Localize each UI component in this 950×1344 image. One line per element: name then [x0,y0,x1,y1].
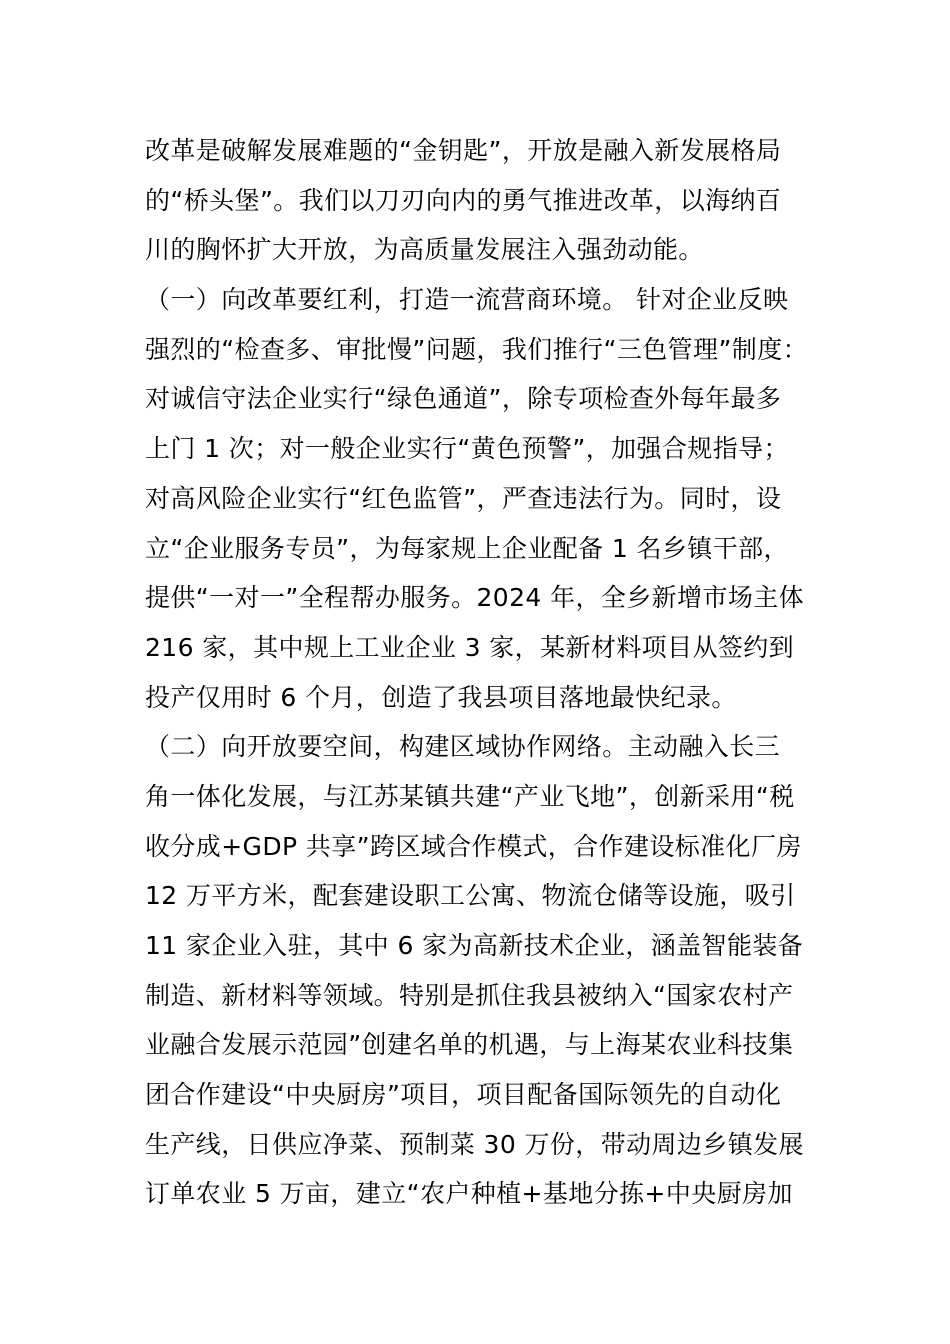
text-line: 投产仅用时 6 个月，创造了我县项目落地最快纪录。 [145,682,737,712]
text-line: 订单农业 5 万亩，建立“农户种植+基地分拣+中央厨房加 [145,1179,793,1209]
section-heading-2: （二）向开放要空间，构建区域协作网络。主动融入长三 [145,732,781,762]
section-heading-1: （一）向改革要红利，打造一流营商环境。 针对企业反映 [145,285,789,315]
text-line: 业融合发展示范园”创建名单的机遇，与上海某农业科技集 [145,1030,794,1060]
text-line: 提供“一对一”全程帮办服务。2024 年，全乡新增市场主体 [145,583,805,613]
text-line: 上门 1 次；对一般企业实行“黄色预警”，加强合规指导； [145,434,789,464]
text-line: 强烈的“检查多、审批慢”问题，我们推行“三色管理”制度： [145,334,809,364]
text-line: 改革是破解发展难题的“金钥匙”，开放是融入新发展格局 [145,136,782,165]
text-line: 对诚信守法企业实行“绿色通道”，除专项检查外每年最多 [145,384,782,414]
text-line: 生产线，日供应净菜、预制菜 30 万份，带动周边乡镇发展 [145,1129,804,1159]
text-line: 11 家企业入驻，其中 6 家为高新技术企业，涵盖智能装备 [145,931,804,960]
text-line: 对高风险企业实行“红色监管”，严查违法行为。同时，设 [145,483,782,513]
text-line: 川的胸怀扩大开放，为高质量发展注入强劲动能。 [145,235,704,265]
text-line: 团合作建设“中央厨房”项目，项目配备国际领先的自动化 [145,1080,782,1110]
body-text [145,126,845,1219]
text-line: 的“桥头堡”。我们以刀刃向内的勇气推进改革，以海纳百 [145,185,782,215]
text-line: 角一体化发展，与江苏某镇共建“产业飞地”，创新采用“税 [145,781,795,811]
text-line: 立“企业服务专员”，为每家规上企业配备 1 名乡镇干部， [145,533,789,563]
text-line: 制造、新材料等领域。特别是抓住我县被纳入“国家农村产 [145,980,794,1010]
text-line: 12 万平方米，配套建设职工公寓、物流仓储等设施，吸引 [145,881,796,911]
text-line: 收分成+GDP 共享”跨区域合作模式，合作建设标准化厂房 [145,831,802,861]
text-line: 216 家，其中规上工业企业 3 家，某新材料项目从签约到 [145,632,795,662]
